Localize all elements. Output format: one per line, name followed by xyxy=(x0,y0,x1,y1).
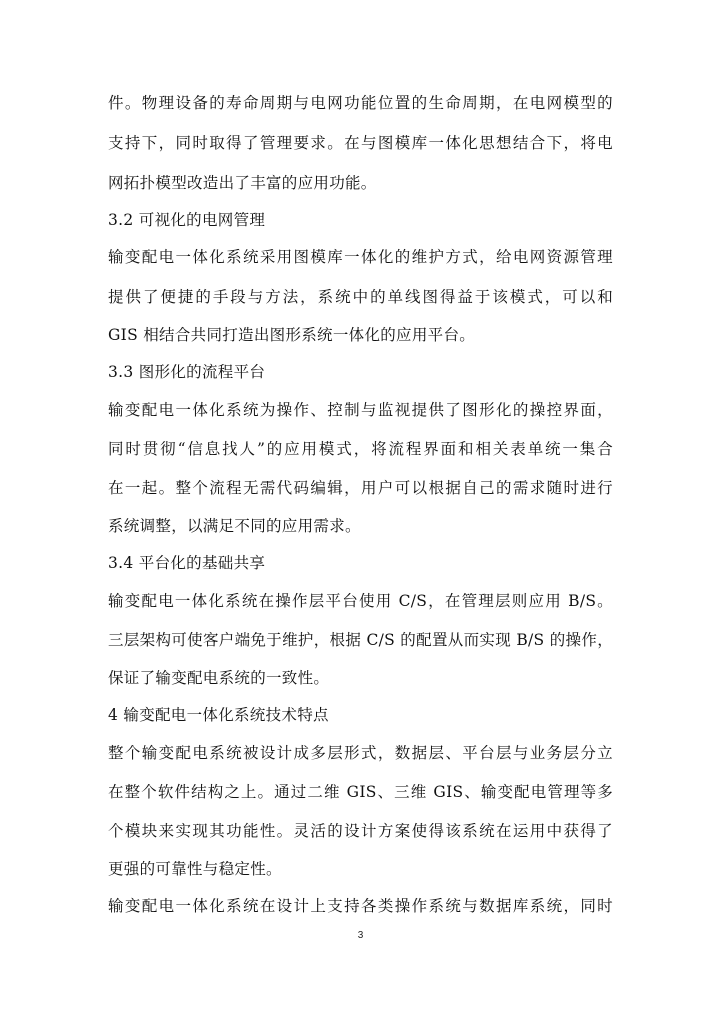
paragraph-line: GIS 相结合共同打造出图形系统一体化的应用平台。 xyxy=(108,326,476,344)
paragraph-line: 输变配电一体化系统在操作层平台使用 C/S，在管理层则应用 B/S。 xyxy=(108,592,613,610)
paragraph-line: 同时贯彻“信息找人”的应用模式，将流程界面和相关表单统一集合 xyxy=(108,440,613,458)
paragraph-line: 网拓扑模型改造出了丰富的应用功能。 xyxy=(108,174,377,192)
page-number: 3 xyxy=(357,930,364,941)
paragraph-line: 输变配电一体化系统为操作、控制与监视提供了图形化的操控界面， xyxy=(108,401,613,419)
section-heading: 3.2 可视化的电网管理 xyxy=(108,211,266,229)
paragraph-line: 整个输变配电系统被设计成多层形式，数据层、平台层与业务层分立 xyxy=(108,744,613,762)
section-heading: 3.4 平台化的基础共享 xyxy=(108,554,266,572)
section-heading: 3.3 图形化的流程平台 xyxy=(108,363,266,381)
paragraph-line: 输变配电一体化系统在设计上支持各类操作系统与数据库系统，同时 xyxy=(108,897,613,915)
paragraph-line: 输变配电一体化系统采用图模库一体化的维护方式，给电网资源管理 xyxy=(108,248,613,266)
paragraph-line: 更强的可靠性与稳定性。 xyxy=(108,860,282,878)
paragraph-line: 提供了便捷的手段与方法，系统中的单线图得益于该模式，可以和 xyxy=(108,288,613,306)
paragraph-line: 在一起。整个流程无需代码编辑，用户可以根据自己的需求随时进行 xyxy=(108,479,613,497)
section-heading: 4 输变配电一体化系统技术特点 xyxy=(108,706,329,724)
paragraph-line: 件。物理设备的寿命周期与电网功能位置的生命周期，在电网模型的 xyxy=(108,94,613,112)
paragraph-line: 在整个软件结构之上。通过二维 GIS、三维 GIS、输变配电管理等多 xyxy=(108,783,613,801)
paragraph-line: 系统调整，以满足不同的应用需求。 xyxy=(108,517,361,535)
paragraph-line: 保证了输变配电系统的一致性。 xyxy=(108,669,330,687)
paragraph-line: 三层架构可使客户端免于维护，根据 C/S 的配置从而实现 B/S 的操作， xyxy=(108,631,613,649)
paragraph-line: 支持下，同时取得了管理要求。在与图模库一体化思想结合下，将电 xyxy=(108,134,613,152)
paragraph-line: 个模块来实现其功能性。灵活的设计方案使得该系统在运用中获得了 xyxy=(108,822,613,840)
